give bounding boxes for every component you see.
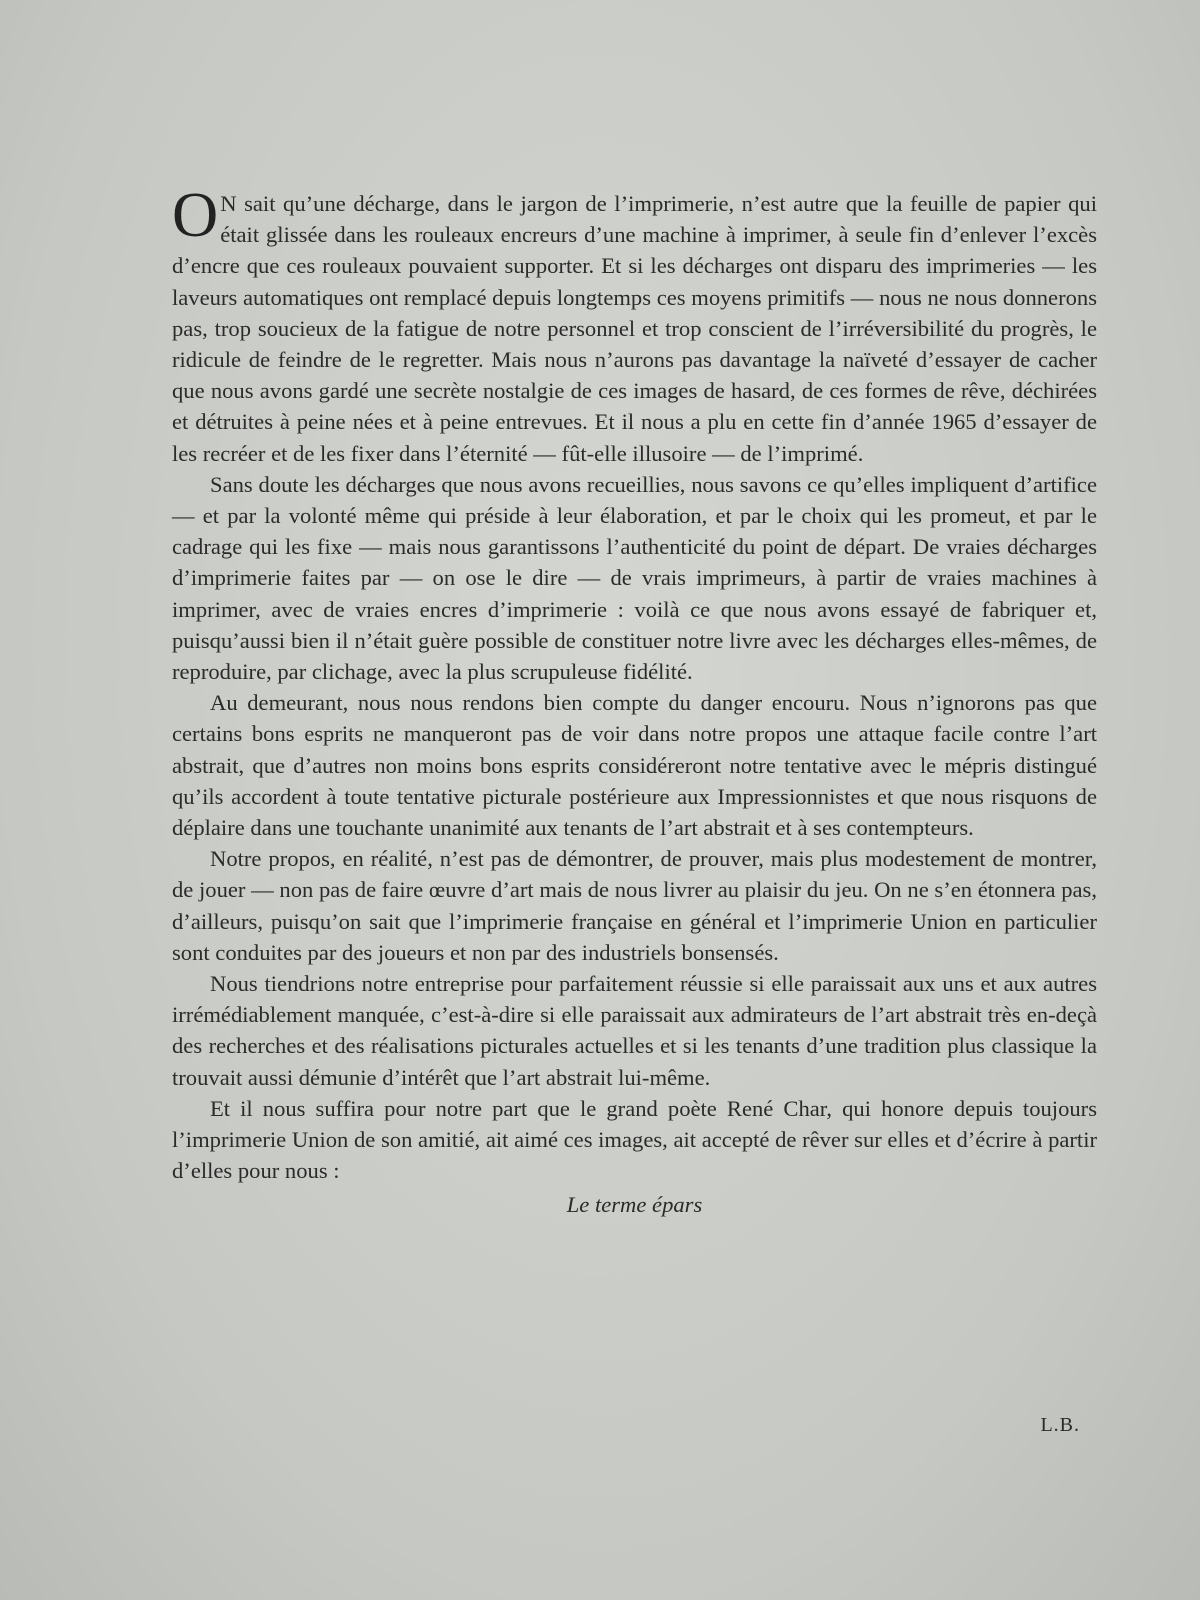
paragraph-1 bbox=[172, 179, 1097, 469]
drop-cap: O bbox=[172, 179, 219, 250]
paragraph-4: Notre propos, en réalité, n’est pas de démontrer, de prouver, mais plus modestement de montrer, de jouer — non pas de faire œuvre d’art mais de nous livrer au plaisir du jeu. On ne s’en étonnera pas, d’ailleurs, puisqu’on sait que l’imprimerie française en général et l’imprimerie Union en particulier sont conduites par des joueurs et non par des industriels bonsensés. bbox=[172, 846, 1097, 965]
letter-body bbox=[172, 179, 1097, 1220]
paragraph-1-text: N sait qu’une décharge, dans le jargon de l’imprimerie, n’est autre que la feuille de papier qui était glissée dans les rouleaux encreurs d’une machine à imprimer, à seule fin d’enlever l’excès d’encre que ces rouleaux pouvaient supporter. Et si les décharges ont disparu des imprimeries — les laveurs automatiques ont remplacé depuis longtemps ces moyens primitifs — nous ne nous donnerons pas, trop soucieux de la fatigue de notre personnel et trop conscient de l’irréversibilité du progrès, le ridicule de feindre de le regretter. Mais nous n’aurons pas davantage la naïveté d’essayer de cacher que nous avons gardé une secrète nostalgie de ces images de hasard, de ces formes de rêve, déchirées et détruites à peine nées et à peine entrevues. Et il nous a plu en cette fin d’année 1965 d’essayer de les recréer et de les fixer dans l’éternité — fût-elle illusoire — de l’imprimé. bbox=[172, 191, 1097, 466]
paragraph-6: Et il nous suffira pour notre part que le grand poète René Char, qui honore depuis toujours l’imprimerie Union de son amitié, ait aimé ces images, ait accepté de rêver sur elles et d’écrire à partir d’elles pour nous : bbox=[172, 1095, 1097, 1184]
paragraph-2: Sans doute les décharges que nous avons recueillies, nous savons ce qu’elles impliquent d’artifice — et par la volonté même qui préside à leur élaboration, et par le choix qui les promeut, et par le cadrage qui les fixe — mais nous garantissons l’authenticité du point de départ. De vraies décharges d’imprimerie faites par — on ose le dire — de vrais imprimeurs, à partir de vraies machines à imprimer, avec de vraies encres d’imprimerie : voilà ce que nous avons essayé de fabriquer et, puisqu’aussi bien il n’était guère possible de constituer notre livre avec les décharges elles-mêmes, de reproduire, par clichage, avec la plus scrupuleuse fidélité. bbox=[172, 471, 1097, 685]
paragraph-5: Nous tiendrions notre entreprise pour parfaitement réussie si elle paraissait aux uns et aux autres irrémédiablement manquée, c’est-à-dire si elle paraissait aux admirateurs de l’art abstrait très en-deçà des recherches et des réalisations picturales actuelles et si les tenants d’une tradition plus classique la trouvait aussi démunie d’intérêt que l’art abstrait lui-même. bbox=[172, 971, 1097, 1090]
signature-initials: L.B. bbox=[1040, 1414, 1080, 1436]
work-title: Le terme épars bbox=[566, 1191, 703, 1217]
paragraph-3: Au demeurant, nous nous rendons bien compte du danger encouru. Nous n’ignorons pas que certains bons esprits ne manqueront pas de voir dans notre propos une attaque facile contre l’art abstrait, que d’autres non moins bons esprits considéreront notre tentative avec le mépris distingué qu’ils accordent à toute tentative picturale postérieure aux Impressionnistes et que nous risquons de déplaire dans une touchante unanimité aux tenants de l’art abstrait et à ses contempteurs. bbox=[172, 690, 1097, 841]
